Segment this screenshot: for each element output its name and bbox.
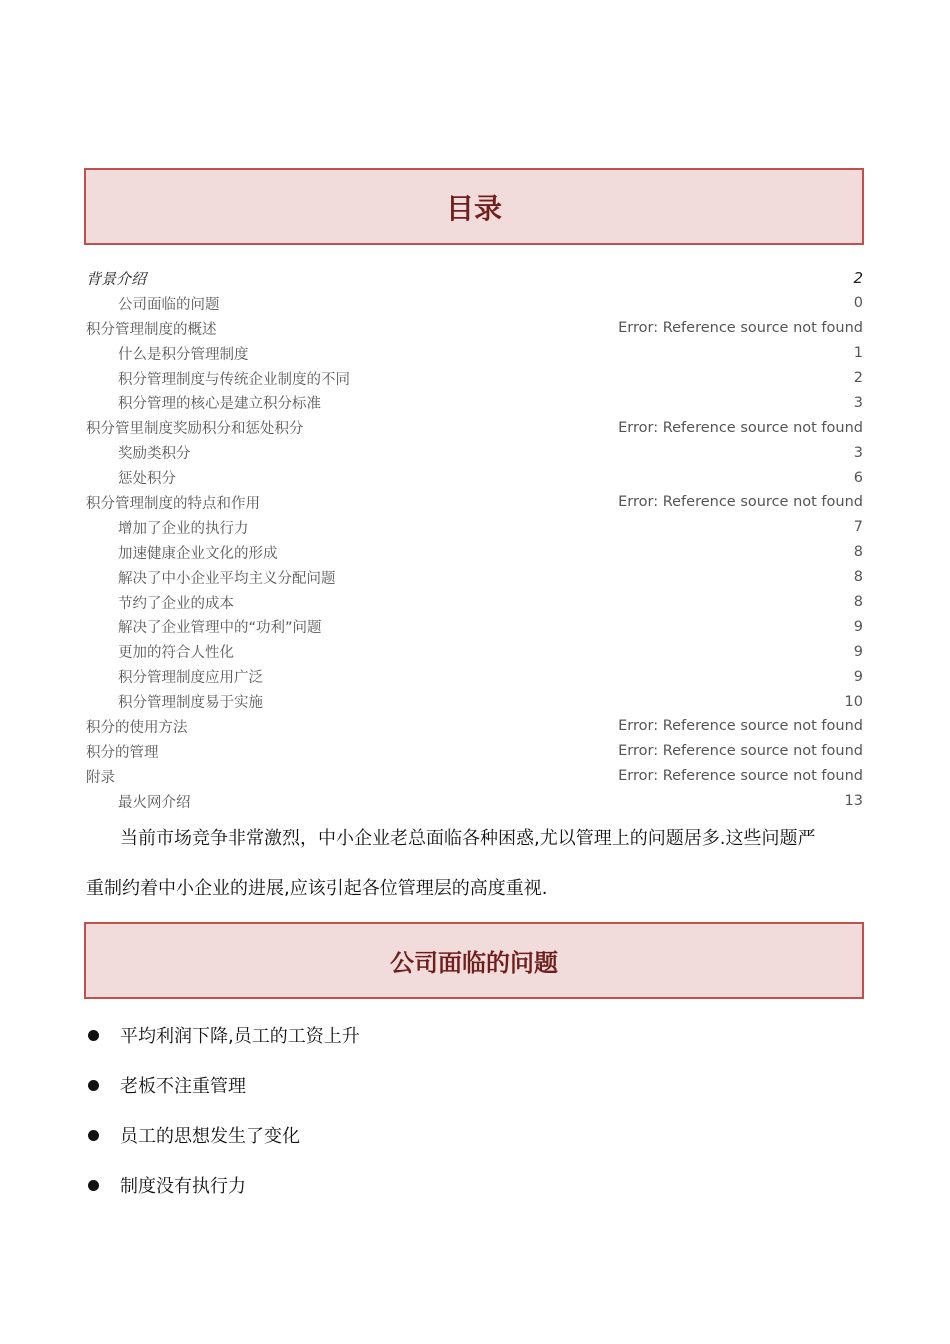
toc-entry[interactable] (86, 440, 863, 465)
toc-entry[interactable] (86, 789, 863, 814)
toc-entry-label: 惩处积分 (118, 471, 176, 488)
toc-entry-label: 更加的符合人性化 (118, 645, 234, 662)
toc-entry-page: 0 (853, 295, 863, 312)
toc-entry-label: 解决了企业管理中的“功利”问题 (118, 620, 322, 637)
toc-entry-page: 3 (853, 444, 863, 461)
bullet-dot-icon (88, 1080, 99, 1091)
toc-entry-page: Error: Reference source not found (618, 419, 863, 436)
toc-entry-page: 2 (853, 269, 863, 288)
toc-entry-page: 7 (853, 519, 863, 536)
toc-entry-page: Error: Reference source not found (618, 718, 863, 735)
toc-entry-page: 9 (853, 643, 863, 660)
toc-entry[interactable] (86, 664, 863, 689)
toc-entry-label: 加速健康企业文化的形成 (118, 545, 278, 562)
toc-entry-label: 节约了企业的成本 (118, 595, 234, 612)
list-item (86, 1122, 866, 1172)
section-heading-box (84, 922, 864, 999)
list-item (86, 1022, 866, 1072)
bullet-dot-icon (88, 1130, 99, 1141)
toc-entry-label: 增加了企业的执行力 (118, 520, 249, 537)
toc-entry[interactable] (86, 291, 863, 316)
toc-entry-label: 积分管理制度与传统企业制度的不同 (118, 371, 350, 388)
toc-entry[interactable] (86, 614, 863, 639)
toc-entry-label: 公司面临的问题 (118, 296, 220, 313)
toc-entry-page: Error: Reference source not found (618, 743, 863, 760)
toc-entry-page: Error: Reference source not found (618, 494, 863, 511)
toc-entry-label: 背景介绍 (86, 269, 147, 288)
toc-entry-label: 奖励类积分 (118, 446, 191, 463)
toc-entry-page: 2 (853, 370, 863, 386)
toc-entry-label: 解决了中小企业平均主义分配问题 (118, 570, 336, 587)
toc-entry-page: 8 (853, 594, 863, 611)
toc-entry[interactable] (86, 366, 863, 391)
toc-entry-page: 8 (853, 569, 863, 586)
toc-entry-label: 附录 (86, 769, 115, 786)
toc-entry[interactable] (86, 590, 863, 615)
toc-title: 目录 (445, 191, 502, 225)
bullet-dot-icon (88, 1030, 99, 1041)
intro-text-2: 重制约着中小企业的进展,应该引起各位管理层的高度重视. (86, 878, 548, 899)
toc-entry[interactable] (86, 714, 863, 739)
toc-entry[interactable] (86, 266, 863, 291)
toc-heading-box (84, 168, 864, 245)
toc-entry-label: 积分管理的核心是建立积分标准 (118, 396, 321, 413)
toc-entry[interactable] (86, 515, 863, 540)
toc-entry-page: 9 (853, 618, 863, 635)
toc-entry[interactable] (86, 316, 863, 341)
toc-entry-page: 3 (853, 394, 863, 411)
toc-entry[interactable] (86, 415, 863, 440)
toc-entry-page: 9 (853, 668, 863, 685)
toc-entry-label: 什么是积分管理制度 (118, 346, 249, 363)
toc-entry-page: Error: Reference source not found (618, 768, 863, 785)
toc-entry[interactable] (86, 465, 863, 490)
list-item (86, 1172, 866, 1222)
list-item (86, 1072, 866, 1122)
toc-entry-page: 10 (844, 693, 863, 710)
toc-entry-label: 积分的管理 (86, 744, 159, 761)
toc-entry-label: 积分管理制度易于实施 (118, 695, 263, 712)
problem-bullet-list (86, 1022, 866, 1222)
toc-entry[interactable] (86, 639, 863, 664)
intro-text-1: 当前市场竞争非常激烈，中小企业老总面临各种困惑,尤以管理上的问题居多.这些问题严 (120, 828, 816, 849)
list-item-text: 制度没有执行力 (120, 1176, 246, 1197)
section-title: 公司面临的问题 (390, 949, 558, 977)
intro-paragraph-line-1 (86, 825, 866, 853)
toc-entry[interactable] (86, 739, 863, 764)
intro-paragraph-line-2 (86, 875, 866, 903)
toc-entry[interactable] (86, 764, 863, 789)
toc-entry[interactable] (86, 490, 863, 515)
toc-entry-label: 最火网介绍 (118, 794, 191, 811)
toc-entry[interactable] (86, 565, 863, 590)
toc-entry-page: 6 (853, 469, 863, 486)
list-item-text: 老板不注重管理 (120, 1076, 246, 1097)
toc-entry-page: 13 (844, 793, 863, 810)
table-of-contents (86, 266, 863, 814)
toc-entry-label: 积分管理制度应用广泛 (118, 670, 263, 687)
toc-entry-label: 积分的使用方法 (86, 719, 188, 736)
toc-entry[interactable] (86, 341, 863, 366)
toc-entry[interactable] (86, 390, 863, 415)
toc-entry-label: 积分管理制度的特点和作用 (86, 495, 260, 512)
toc-entry-label: 积分管里制度奖励积分和惩处积分 (86, 421, 304, 438)
list-item-text: 平均利润下降,员工的工资上升 (120, 1026, 360, 1047)
toc-entry[interactable] (86, 540, 863, 565)
toc-entry[interactable] (86, 689, 863, 714)
bullet-dot-icon (88, 1180, 99, 1191)
toc-entry-page: 1 (853, 345, 863, 362)
toc-entry-page: Error: Reference source not found (618, 320, 863, 337)
toc-entry-label: 积分管理制度的概述 (86, 321, 217, 338)
list-item-text: 员工的思想发生了变化 (120, 1126, 300, 1147)
toc-entry-page: 8 (853, 544, 863, 561)
